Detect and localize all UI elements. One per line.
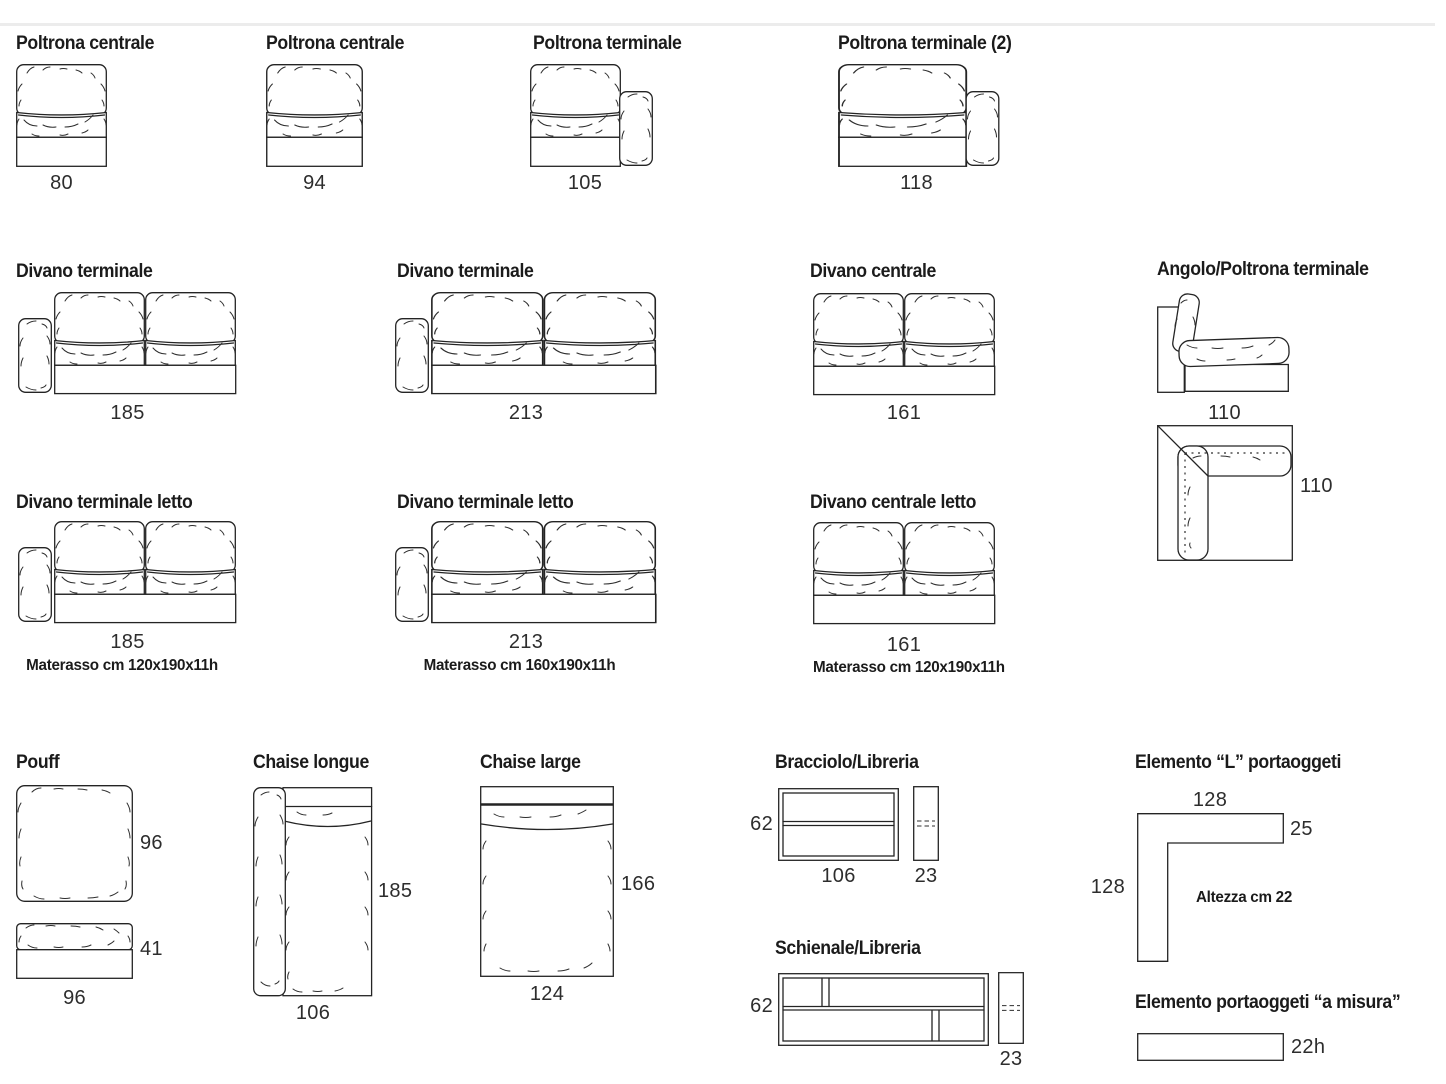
- depth-dimension: 110: [1300, 475, 1333, 497]
- bracciolo-side-drawing: [913, 786, 939, 861]
- angolo-side-view-drawing: [1157, 293, 1292, 393]
- chaise-longue-drawing: [253, 787, 373, 997]
- poltrona-terminale-105-drawing: [530, 64, 654, 167]
- height-dimension: 62: [750, 813, 773, 835]
- width-dimension: 185: [110, 631, 145, 653]
- module-title: Chaise large: [480, 752, 581, 773]
- width-dimension: 161: [886, 402, 922, 424]
- module-title: Bracciolo/Libreria: [775, 752, 919, 773]
- divano-terminale-letto-213-drawing: [395, 521, 657, 624]
- divano-centrale-letto-161-drawing: [813, 522, 995, 625]
- mattress-note: Materasso cm 120x190x11h: [26, 657, 218, 674]
- width-dimension: 124: [529, 983, 565, 1005]
- elemento-l-drawing: [1137, 813, 1285, 962]
- chaise-large-drawing: [480, 786, 614, 977]
- module-title: Divano centrale: [810, 261, 937, 282]
- schienale-front-drawing: [778, 973, 989, 1046]
- width-dimension: 106: [821, 865, 856, 887]
- width-dimension: 118: [900, 172, 933, 194]
- height-dimension: 62: [750, 995, 773, 1017]
- module-title: Divano centrale letto: [810, 492, 976, 513]
- height-dimension: 41: [140, 938, 163, 960]
- width-dimension: 80: [50, 172, 73, 194]
- poltrona-terminale-2-drawing: [838, 64, 1002, 167]
- angolo-plan-view-drawing: [1157, 425, 1293, 561]
- height-dimension: 22h: [1291, 1036, 1326, 1058]
- module-title: Poltrona terminale (2): [838, 33, 1012, 54]
- module-title: Poltrona terminale: [533, 33, 682, 54]
- height-note: Altezza cm 22: [1195, 889, 1292, 906]
- poltrona-centrale-94-drawing: [266, 64, 363, 167]
- module-title: Elemento “L” portaoggeti: [1135, 752, 1342, 773]
- top-divider: [0, 23, 1435, 26]
- module-title: Elemento portaoggeti “a misura”: [1135, 992, 1401, 1013]
- bracciolo-front-drawing: [778, 788, 899, 861]
- divano-terminale-letto-185-drawing: [18, 521, 237, 624]
- module-title: Poltrona centrale: [266, 33, 405, 54]
- width-dimension: 94: [303, 172, 326, 194]
- width-dimension: 213: [508, 631, 544, 653]
- depth-dimension: 166: [621, 873, 656, 895]
- width-dimension: 105: [567, 172, 603, 194]
- top-dimension: 128: [1192, 789, 1228, 811]
- module-title: Divano terminale: [397, 261, 534, 282]
- poltrona-centrale-80-drawing: [16, 64, 107, 167]
- depth-dimension: 96: [140, 832, 163, 854]
- schienale-side-drawing: [998, 972, 1024, 1044]
- elemento-misura-drawing: [1137, 1033, 1284, 1061]
- module-title: Pouff: [16, 752, 60, 773]
- width-dimension: 213: [508, 402, 544, 424]
- width-dimension: 110: [1208, 402, 1241, 424]
- module-title: Poltrona centrale: [16, 33, 155, 54]
- mattress-note: Materasso cm 120x190x11h: [813, 659, 1005, 676]
- divano-terminale-185-drawing: [18, 292, 237, 395]
- pouff-plan-drawing: [16, 785, 133, 902]
- width-dimension: 106: [295, 1002, 331, 1024]
- side-dimension: 128: [1090, 876, 1125, 898]
- width-dimension: 161: [886, 634, 922, 656]
- module-title: Schienale/Libreria: [775, 938, 921, 959]
- module-title: Divano terminale: [16, 261, 153, 282]
- module-title: Angolo/Poltrona terminale: [1157, 259, 1369, 280]
- right-dimension: 25: [1290, 818, 1313, 840]
- thickness-dimension: 23: [914, 865, 938, 887]
- module-title: Chaise longue: [253, 752, 369, 773]
- depth-dimension: 185: [378, 880, 413, 902]
- pouff-side-drawing: [16, 923, 133, 979]
- divano-terminale-213-drawing: [395, 292, 657, 395]
- width-dimension: 96: [63, 987, 86, 1009]
- divano-centrale-161-drawing: [813, 293, 995, 396]
- module-title: Divano terminale letto: [397, 492, 574, 513]
- width-dimension: 185: [110, 402, 145, 424]
- module-title: Divano terminale letto: [16, 492, 193, 513]
- mattress-note: Materasso cm 160x190x11h: [423, 657, 616, 674]
- thickness-dimension: 23: [999, 1048, 1023, 1070]
